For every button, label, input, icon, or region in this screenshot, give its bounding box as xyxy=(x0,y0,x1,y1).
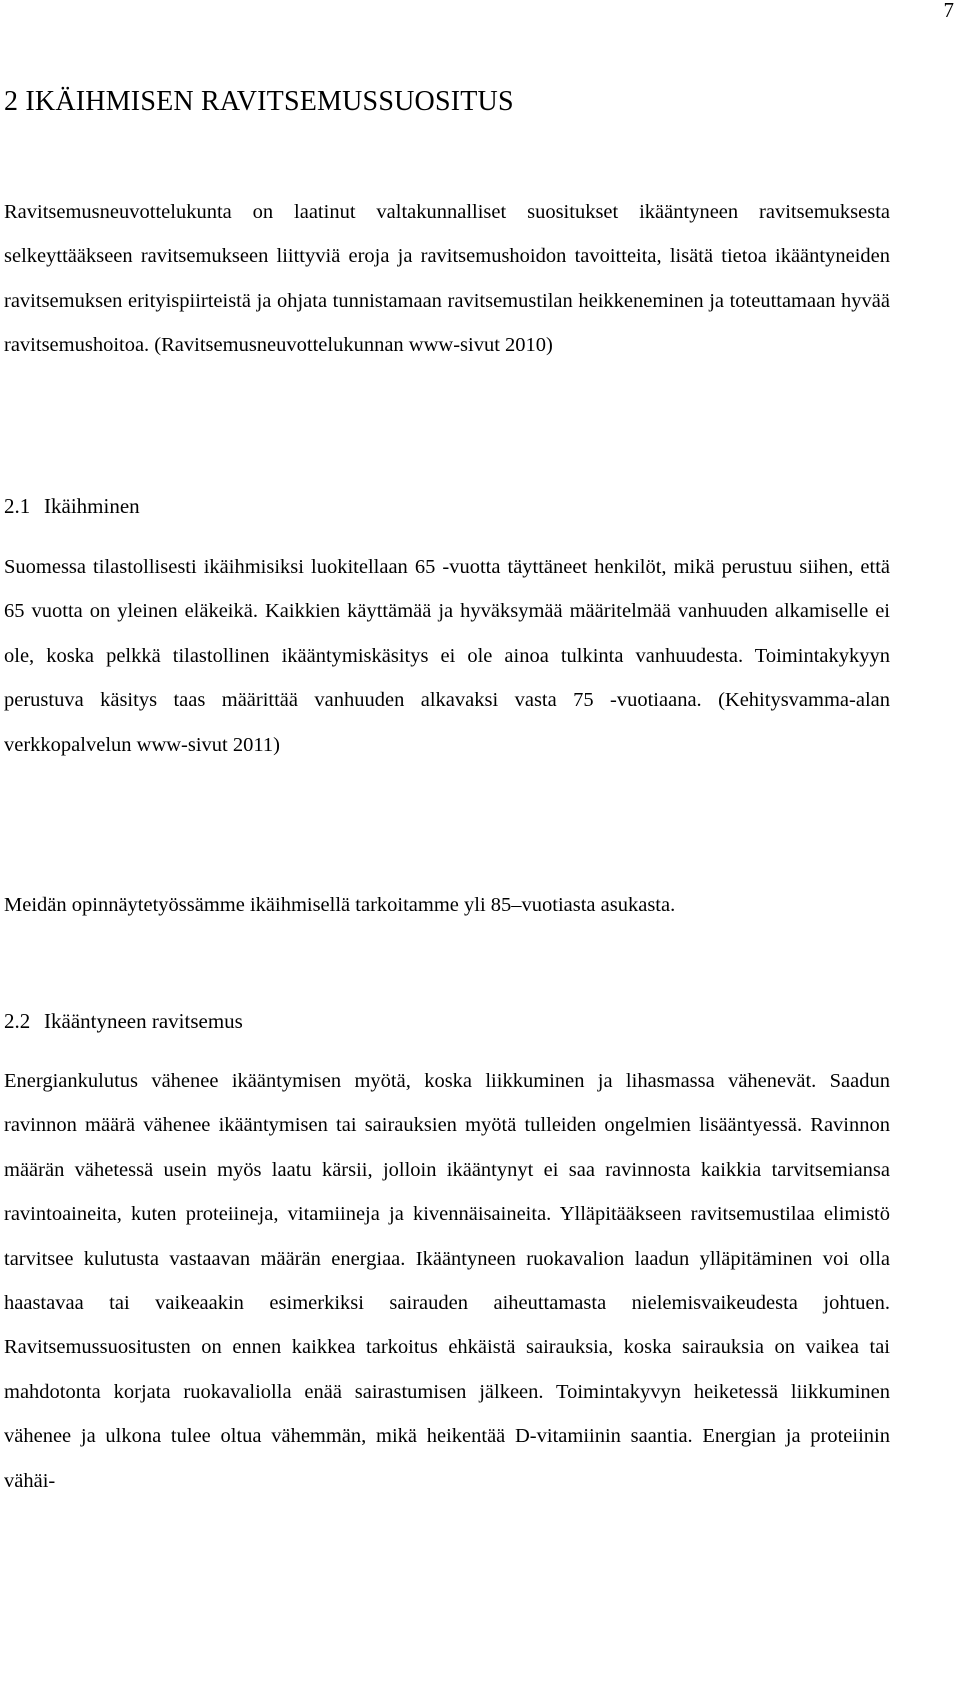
page-number: 7 xyxy=(943,0,954,22)
intro-paragraph: Ravitsemusneuvottelukunta on laatinut valtakunnalliset suositukset ikääntyneen ravitsemuksesta selkeyttääkseen ravitsemukseen liittyviä eroja ja ravitsemushoidon tavoitteita, lisätä tietoa ikääntyneiden ravitsemuksen erityispiirteistä ja ohjata tunnistamaan ravitsemustilan heikkeneminen ja toteuttamaan hyvää ravitsemushoitoa. (Ravitsemusneuvottelukunnan www-sivut 2010) xyxy=(4,201,890,357)
elderly-definition-paragraph: Suomessa tilastollisesti ikäihmisiksi luokitellaan 65 -vuotta täyttäneet henkilöt, mikä perustuu siihen, että 65 vuotta on yleinen eläkeikä. Kaikkien käyttämää ja hyväksymää määritelmää vanhuuden alkamiselle ei ole, koska pelkkä tilastollinen ikääntymiskäsitys ei ole ainoa tulkinta vanhuudesta. Toimintakykyyn perustuva käsitys taas määrittää vanhuuden alkavaksi vasta 75 -vuotiaana. (Kehitysvamma-alan verkkopalvelun www-sivut 2011) xyxy=(4,556,890,756)
nutrition-paragraph: Energiankulutus vähenee ikääntymisen myötä, koska liikkuminen ja lihasmassa vähenevät. Saadun ravinnon määrä vähenee ikääntymisen tai sairauksien myötä tulleiden ongelmien lisääntyessä. Ravinnon määrän vähetessä usein myös laatu kärsii, jolloin ikääntynyt ei saa ravinnosta kaikkia tarvitsemiansa ravintoaineita, kuten proteiineja, vitamiineja ja kivennäisaineita. Ylläpitääkseen ravitsemustilaa elimistö tarvitsee kulutusta vastaavan määrän energiaa. Ikääntyneen ruokavalion laadun ylläpitäminen voi olla haastavaa tai vaikeaakin esimerkiksi sairauden aiheuttamasta nielemisvaikeudesta johtuen. Ravitsemussuositusten on ennen kaikkea tarkoitus ehkäistä sairauksia, koska sairauksia on vaikea tai mahdotonta korjata ruokavaliolla enää sairastumisen jälkeen. Toimintakyvyn heiketessä liikkuminen vähenee ja ulkona tulee oltua vähemmän, mikä heikentää D-vitamiinin saantia. Energian ja proteiinin vähäi- xyxy=(4,1070,890,1492)
section-number: 2.1 xyxy=(4,494,31,518)
section-heading-2-2 xyxy=(4,1009,243,1034)
section-number: 2.2 xyxy=(4,1009,31,1033)
section-heading-2-1 xyxy=(4,494,140,519)
chapter-title: 2 IKÄIHMISEN RAVITSEMUSSUOSITUS xyxy=(4,86,514,117)
thesis-scope-paragraph: Meidän opinnäytetyössämme ikäihmisellä tarkoitamme yli 85–vuotiasta asukasta. xyxy=(4,894,676,916)
section-title: Ikäihminen xyxy=(44,494,140,518)
section-title: Ikääntyneen ravitsemus xyxy=(44,1009,243,1033)
